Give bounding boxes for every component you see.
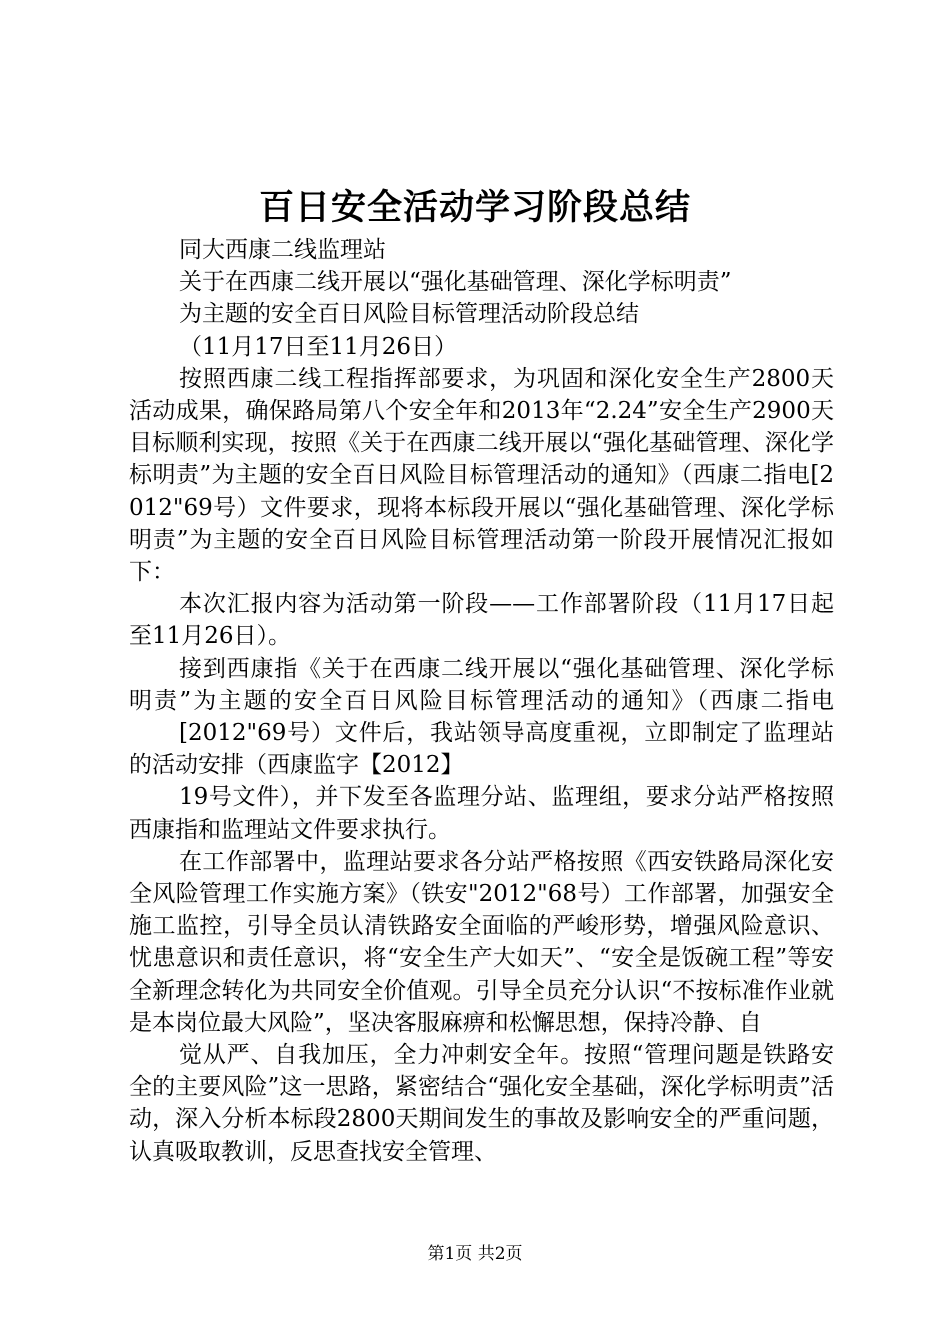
paragraph-subtitle-line-2: 为主题的安全百日风险目标管理活动阶段总结 — [179, 301, 639, 328]
paragraph-date-range: （11月17日至11月26日） — [179, 333, 458, 360]
paragraph-distribution: 19号文件），并下发至各监理分站、监理组，要求分站严格按照西康指和监理站文件要求执行。 — [129, 784, 834, 843]
paragraph-subtitle-line-1: 关于在西康二线开展以“强化基础管理、深化学标明责” — [179, 269, 732, 296]
document-title: 百日安全活动学习阶段总结 — [258, 187, 691, 228]
paragraph-organization: 同大西康二线监理站 — [179, 237, 386, 263]
paragraph-work-deployment: 在工作部署中，监理站要求各分站严格按照《西安铁路局深化安全风险管理工作实施方案》（铁安"2012"68号）工作部署，加强安全施工监控，引导全员认清铁路安全面临的严峻形势，增强风险意识、忧患意识和责任意识，将“安全生产大如天”、“安全是饭碗工程”等安全新理念转化为共同安全价值观。引导全员充分认识“不按标准作业就是本岗位最大风险”，坚决客服麻痹和松懈思想，保持冷静、自 — [129, 848, 834, 1036]
paragraph-notice-received: 接到西康指《关于在西康二线开展以“强化基础管理、深化学标明责”为主题的安全百日风险目标管理活动的通知》（西康二指电 — [129, 655, 834, 714]
paragraph-report-scope: 本次汇报内容为活动第一阶段——工作部署阶段（11月17日起至11月26日）。 — [129, 591, 834, 650]
page-number-footer: 第1页 共2页 — [427, 1244, 523, 1264]
paragraph-introduction: 按照西康二线工程指挥部要求，为巩固和深化安全生产2800天活动成果，确保路局第八个安全年和2013年“2.24”安全生产2900天目标顺利实现，按照《关于在西康二线开展以“强化基础管理、深化学标明责”为主题的安全百日风险目标管理活动的通知》（西康二指电[2012"69号）文件要求，现将本标段开展以“强化基础管理、深化学标明责”为主题的安全百日风险目标管理活动第一阶段开展情况汇报如下： — [129, 365, 834, 586]
paragraph-risk-analysis: 觉从严、自我加压，全力冲刺安全年。按照“管理问题是铁路安全的主要风险”这一思路，紧密结合“强化安全基础，深化学标明责”活动，深入分析本标段2800天期间发生的事故及影响安全的严重问题，认真吸取教训，反思查找安全管理、 — [129, 1042, 834, 1165]
paragraph-leadership-response: [2012"69号）文件后，我站领导高度重视，立即制定了监理站的活动安排（西康监字【2012】 — [129, 720, 834, 779]
document-body — [129, 234, 834, 1168]
